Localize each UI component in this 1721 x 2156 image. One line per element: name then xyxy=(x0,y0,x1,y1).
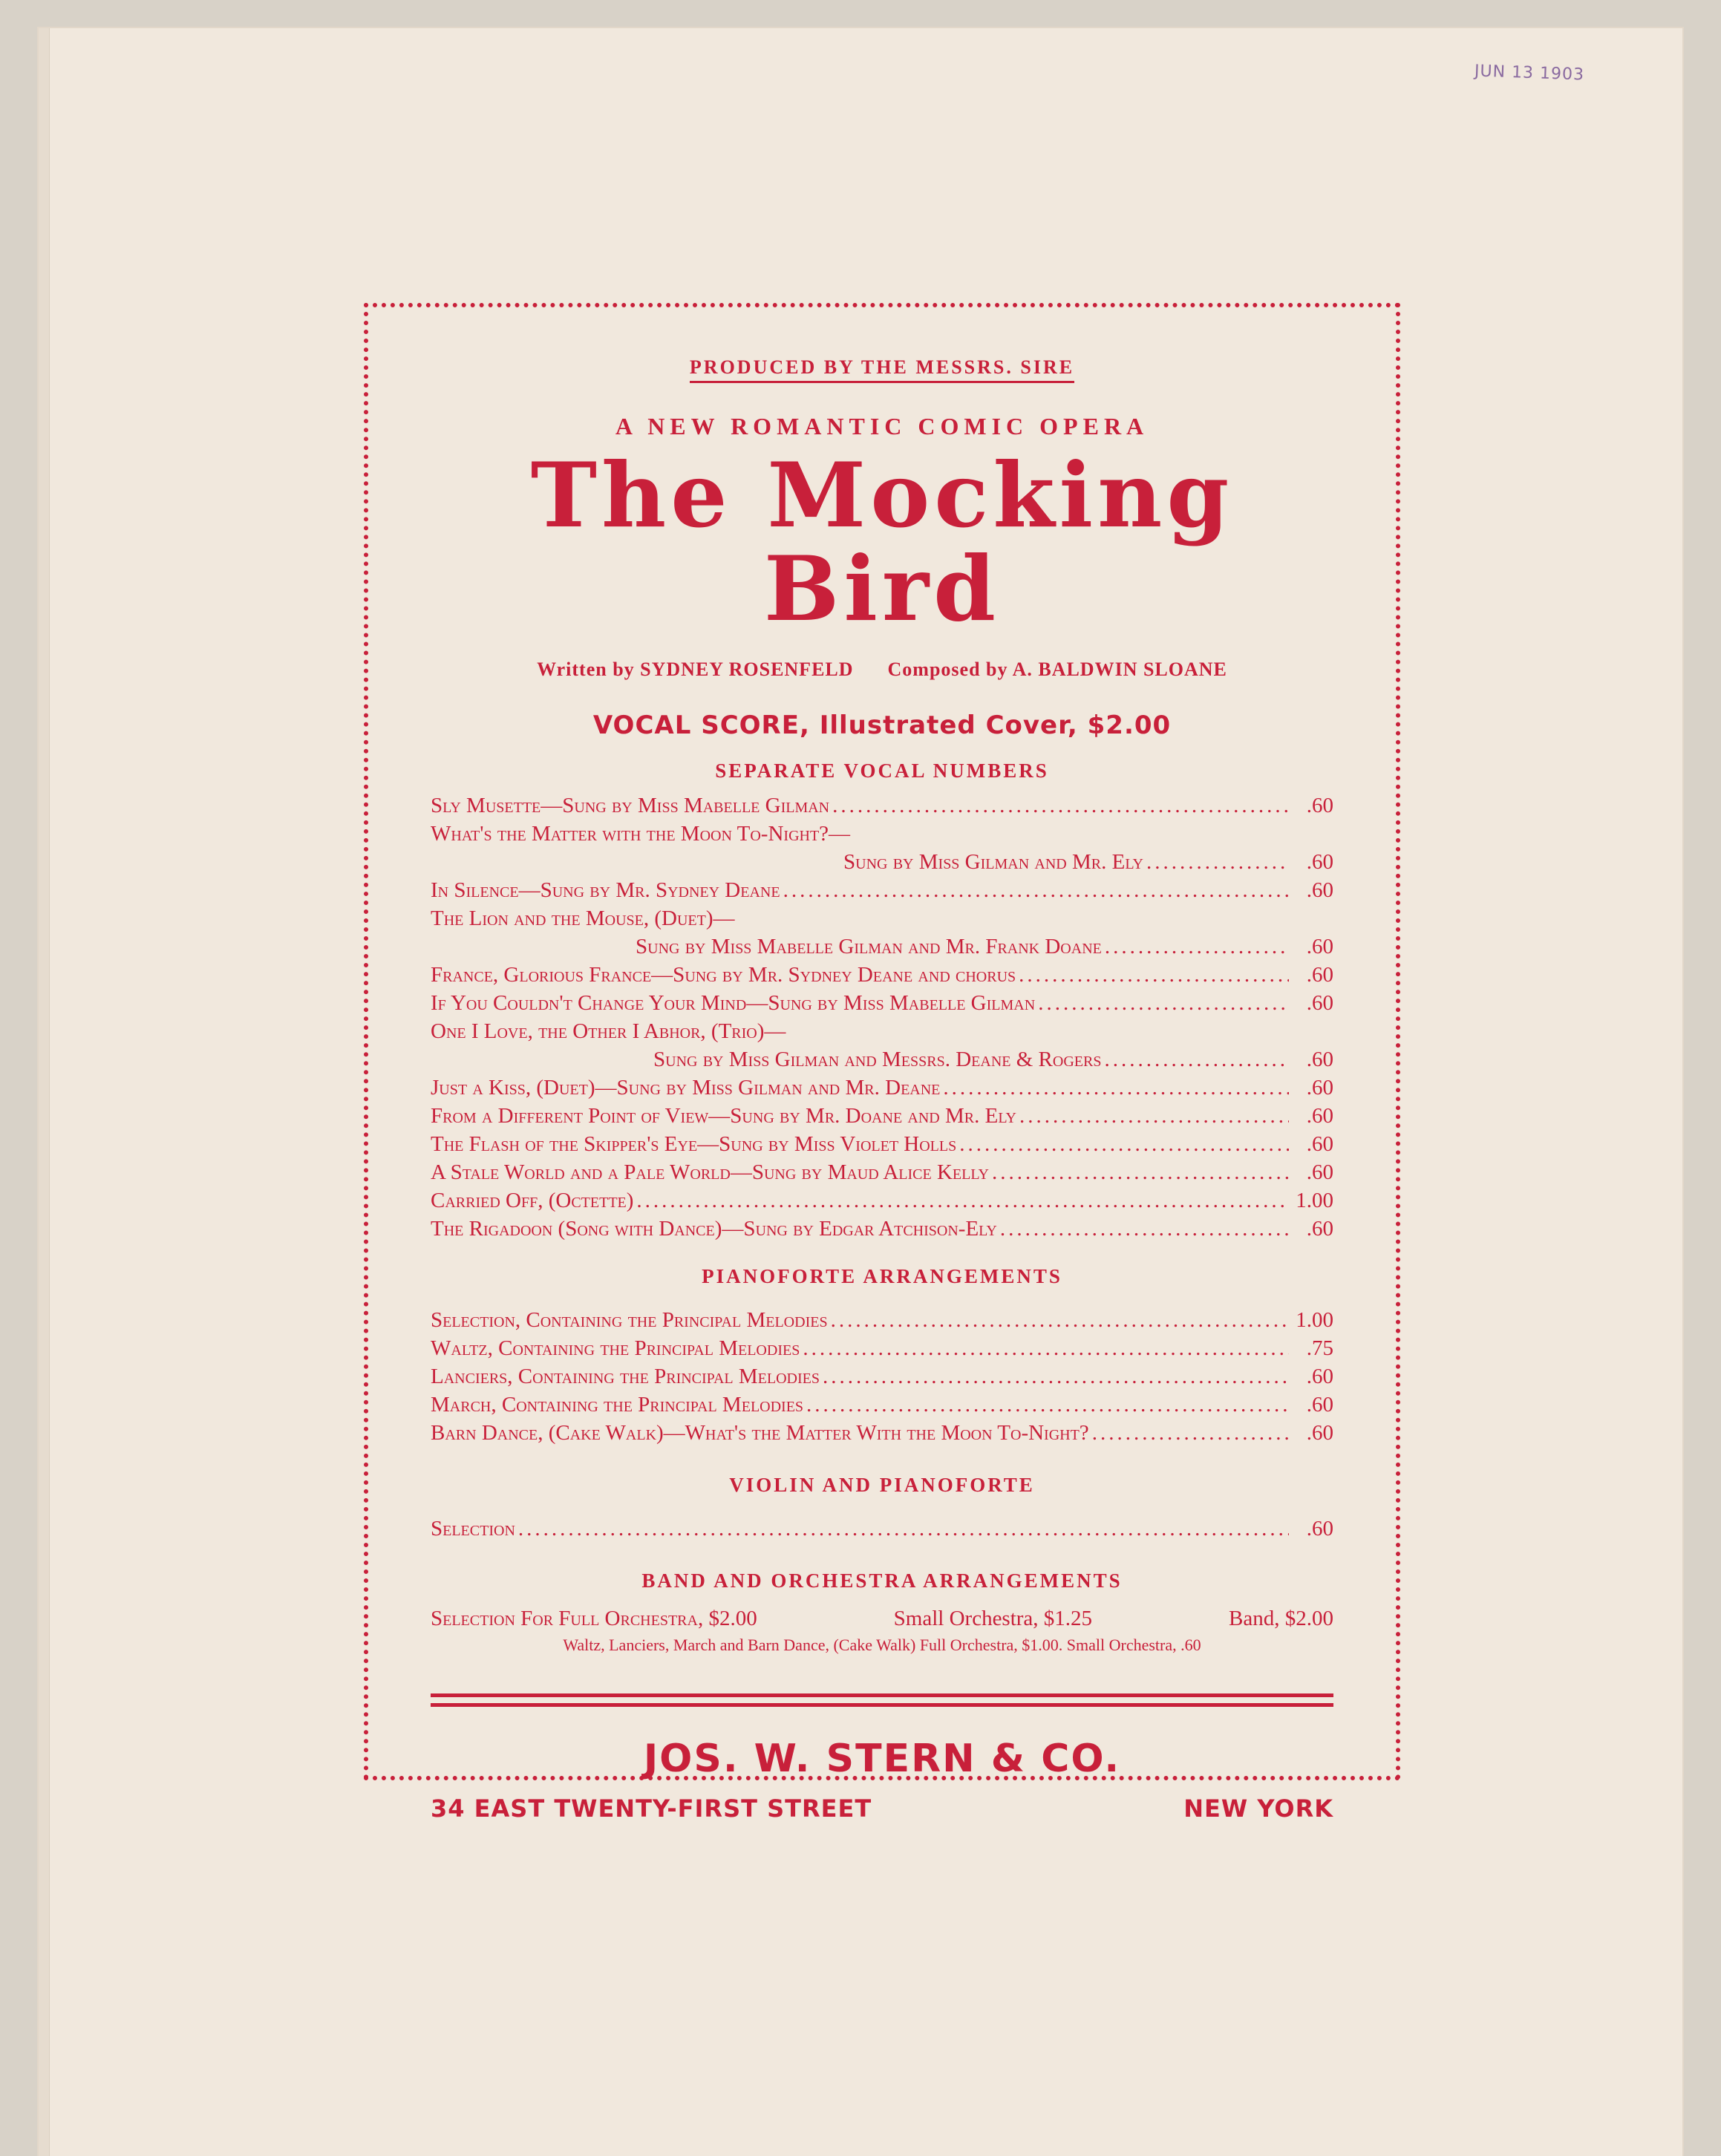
list-item xyxy=(431,1045,1333,1074)
double-rule xyxy=(431,1693,1333,1707)
credits xyxy=(431,659,1333,681)
list-item xyxy=(431,989,1333,1017)
dot-leader xyxy=(1000,1215,1289,1243)
item-price: .60 xyxy=(1306,1048,1333,1071)
item-title: Selection, Containing the Principal Melodies xyxy=(431,1308,828,1332)
written-by: Written by SYDNEY ROSENFELD xyxy=(537,659,854,680)
item-title: From a Different Point of View—Sung by Mr. Doane and Mr. Ely xyxy=(431,1104,1016,1128)
item-price: 1.00 xyxy=(1296,1189,1333,1212)
item-title-continued: Sung by Miss Gilman and Messrs. Deane & Rogers xyxy=(653,1048,1102,1071)
dot-leader xyxy=(1092,1419,1289,1447)
list-item xyxy=(431,848,1333,876)
small-orchestra-price: Small Orchestra, $1.25 xyxy=(893,1607,1093,1630)
item-title: Lanciers, Containing the Principal Melodies xyxy=(431,1365,820,1388)
list-item xyxy=(431,961,1333,989)
list-item xyxy=(431,791,1333,820)
item-price: .60 xyxy=(1306,1104,1333,1128)
item-price: .60 xyxy=(1306,1217,1333,1241)
item-title-continued: Sung by Miss Mabelle Gilman and Mr. Frank Doane xyxy=(636,935,1102,958)
rule-line xyxy=(431,1703,1333,1707)
item-title: What's the Matter with the Moon To-Night?— xyxy=(431,822,851,846)
list-item xyxy=(431,1130,1333,1158)
dance-arrangements-line: Waltz, Lanciers, March and Barn Dance, (Cake Walk) Full Orchestra, $1.00. Small Orchestra, .60 xyxy=(563,1636,1201,1654)
dot-leader xyxy=(1104,1045,1289,1074)
section-heading-vocal: SEPARATE VOCAL NUMBERS xyxy=(715,760,1049,782)
section-heading-pianoforte: PIANOFORTE ARRANGEMENTS xyxy=(702,1265,1062,1287)
list-item xyxy=(431,1515,1333,1543)
dot-leader xyxy=(783,876,1289,904)
list-item xyxy=(431,1362,1333,1391)
item-title: March, Containing the Principal Melodies xyxy=(431,1393,804,1417)
dot-leader xyxy=(1019,961,1289,989)
item-price: 1.00 xyxy=(1296,1308,1333,1332)
dot-leader xyxy=(831,1306,1289,1334)
item-price: .60 xyxy=(1306,1076,1333,1100)
item-price: .60 xyxy=(1306,935,1333,958)
item-title: Sly Musette—Sung by Miss Mabelle Gilman xyxy=(431,794,830,817)
list-item xyxy=(431,1186,1333,1215)
sheet-edge xyxy=(39,28,50,2156)
item-price: .60 xyxy=(1306,1421,1333,1445)
item-title: The Lion and the Mouse, (Duet)— xyxy=(431,906,735,930)
opera-title: The Mocking Bird xyxy=(530,443,1234,641)
item-price: .60 xyxy=(1306,794,1333,817)
item-price: .60 xyxy=(1306,1160,1333,1184)
dot-leader xyxy=(832,791,1289,820)
section-heading-band: BAND AND ORCHESTRA ARRANGEMENTS xyxy=(641,1569,1123,1592)
item-title: Waltz, Containing the Principal Melodies xyxy=(431,1336,800,1360)
dot-leader xyxy=(806,1391,1289,1419)
item-title-continued: Sung by Miss Gilman and Mr. Ely xyxy=(843,850,1144,874)
list-item xyxy=(431,1391,1333,1419)
item-title: If You Couldn't Change Your Mind—Sung by Miss Mabelle Gilman xyxy=(431,991,1036,1015)
list-item xyxy=(431,1102,1333,1130)
item-price: .75 xyxy=(1306,1336,1333,1360)
item-price: .60 xyxy=(1306,878,1333,902)
band-prices-row xyxy=(431,1604,1333,1633)
produced-by xyxy=(431,356,1333,379)
publisher-city: NEW YORK xyxy=(1183,1794,1333,1823)
list-item xyxy=(431,876,1333,904)
item-price: .60 xyxy=(1306,963,1333,987)
opera-subtitle: A NEW ROMANTIC COMIC OPERA xyxy=(615,413,1149,440)
list-item xyxy=(431,1215,1333,1243)
publisher-address xyxy=(431,1794,1333,1823)
dot-leader xyxy=(1019,1102,1289,1130)
dot-leader xyxy=(823,1362,1289,1391)
dot-leader xyxy=(992,1158,1289,1186)
item-title: Barn Dance, (Cake Walk)—What's the Matter With the Moon To-Night? xyxy=(431,1421,1089,1445)
section-heading-violin: VIOLIN AND PIANOFORTE xyxy=(729,1474,1035,1496)
dot-leader xyxy=(636,1186,1289,1215)
pianoforte-list xyxy=(431,1306,1333,1447)
title-page-content xyxy=(431,349,1333,1823)
dot-leader xyxy=(943,1074,1289,1102)
dot-leader xyxy=(518,1515,1289,1543)
list-item xyxy=(431,1158,1333,1186)
item-title: In Silence—Sung by Mr. Sydney Deane xyxy=(431,878,780,902)
dot-leader xyxy=(1038,989,1289,1017)
list-item xyxy=(431,1306,1333,1334)
list-item xyxy=(431,932,1333,961)
dot-leader xyxy=(1105,932,1289,961)
vocal-score-line: VOCAL SCORE, Illustrated Cover, $2.00 xyxy=(592,710,1172,740)
vocal-list xyxy=(431,791,1333,1243)
full-orchestra-price: Selection For Full Orchestra, $2.00 xyxy=(431,1607,757,1630)
dot-leader xyxy=(1146,848,1289,876)
produced-by-text: PRODUCED BY THE MESSRS. SIRE xyxy=(690,356,1074,383)
item-title: The Rigadoon (Song with Dance)—Sung by Edgar Atchison-Ely xyxy=(431,1217,997,1241)
item-title: Just a Kiss, (Duet)—Sung by Miss Gilman and Mr. Deane xyxy=(431,1076,941,1100)
item-price: .60 xyxy=(1306,991,1333,1015)
rule-line xyxy=(431,1693,1333,1697)
item-price: .60 xyxy=(1306,850,1333,874)
composed-by: Composed by A. BALDWIN SLOANE xyxy=(887,659,1227,680)
item-price: .60 xyxy=(1306,1132,1333,1156)
list-item xyxy=(431,1334,1333,1362)
item-title: Carried Off, (Octette) xyxy=(431,1189,634,1212)
publisher-name: JOS. W. STERN & CO. xyxy=(643,1737,1121,1781)
dot-leader xyxy=(959,1130,1289,1158)
band-price: Band, $2.00 xyxy=(1229,1607,1333,1630)
item-price: .60 xyxy=(1306,1517,1333,1541)
list-item xyxy=(431,1419,1333,1447)
dot-leader xyxy=(803,1334,1289,1362)
item-price: .60 xyxy=(1306,1393,1333,1417)
date-stamp: JUN 13 1903 xyxy=(1474,62,1585,85)
list-item xyxy=(431,1074,1333,1102)
item-title: The Flash of the Skipper's Eye—Sung by Miss Violet Holls xyxy=(431,1132,957,1156)
item-title: Selection xyxy=(431,1517,515,1541)
violin-list xyxy=(431,1515,1333,1543)
item-title: France, Glorious France—Sung by Mr. Sydney Deane and chorus xyxy=(431,963,1016,987)
item-title: A Stale World and a Pale World—Sung by Maud Alice Kelly xyxy=(431,1160,989,1184)
item-price: .60 xyxy=(1306,1365,1333,1388)
publisher-street: 34 EAST TWENTY-FIRST STREET xyxy=(431,1794,872,1823)
item-title: One I Love, the Other I Abhor, (Trio)— xyxy=(431,1019,786,1043)
